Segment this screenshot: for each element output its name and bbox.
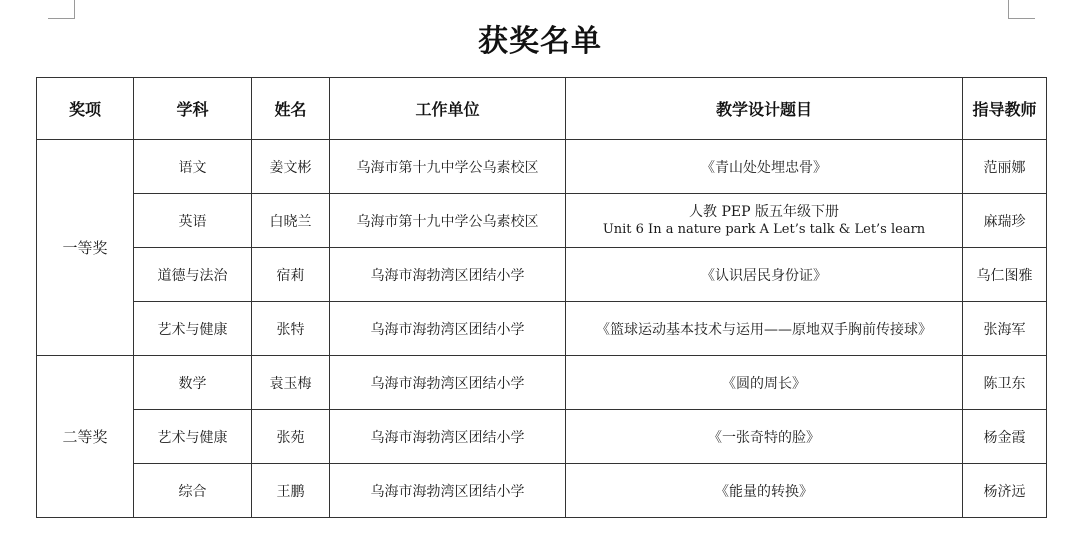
mentor-cell: 张海军 (963, 302, 1047, 356)
topic-cell: 《圆的周长》 (566, 356, 963, 410)
header-mentor: 指导教师 (963, 78, 1047, 140)
header-unit: 工作单位 (330, 78, 566, 140)
topic-cell: 《篮球运动基本技术与运用——原地双手胸前传接球》 (566, 302, 963, 356)
topic-line-1: 人教 PEP 版五年级下册 (689, 203, 839, 220)
name-cell: 王鹏 (252, 464, 330, 518)
table-header-row (37, 78, 1047, 140)
unit-cell: 乌海市第十九中学公乌素校区 (330, 140, 566, 194)
mentor-cell: 乌仁图雅 (963, 248, 1047, 302)
subject-cell: 道德与法治 (134, 248, 252, 302)
subject-cell: 英语 (134, 194, 252, 248)
mentor-cell: 杨金霞 (963, 410, 1047, 464)
subject-cell: 数学 (134, 356, 252, 410)
unit-cell: 乌海市海勃湾区团结小学 (330, 410, 566, 464)
name-cell: 袁玉梅 (252, 356, 330, 410)
topic-cell: 《青山处处埋忠骨》 (566, 140, 963, 194)
table-row (37, 410, 1047, 464)
header-topic: 教学设计题目 (566, 78, 963, 140)
table-row (37, 194, 1047, 248)
name-cell: 宿莉 (252, 248, 330, 302)
name-cell: 姜文彬 (252, 140, 330, 194)
mentor-cell: 陈卫东 (963, 356, 1047, 410)
mentor-cell: 杨济远 (963, 464, 1047, 518)
unit-cell: 乌海市海勃湾区团结小学 (330, 302, 566, 356)
unit-cell: 乌海市海勃湾区团结小学 (330, 248, 566, 302)
subject-cell: 语文 (134, 140, 252, 194)
name-cell: 张特 (252, 302, 330, 356)
name-cell: 白晓兰 (252, 194, 330, 248)
mentor-cell: 范丽娜 (963, 140, 1047, 194)
mentor-cell: 麻瑞珍 (963, 194, 1047, 248)
table-row (37, 248, 1047, 302)
table-row (37, 464, 1047, 518)
unit-cell: 乌海市第十九中学公乌素校区 (330, 194, 566, 248)
page-title: 获奖名单 (478, 24, 602, 59)
subject-cell: 综合 (134, 464, 252, 518)
award-cell-second: 二等奖 (37, 356, 134, 518)
unit-cell: 乌海市海勃湾区团结小学 (330, 464, 566, 518)
topic-cell: 《认识居民身份证》 (566, 248, 963, 302)
topic-cell: 《能量的转换》 (566, 464, 963, 518)
header-subject: 学科 (134, 78, 252, 140)
topic-line-2: Unit 6 In a nature park A Let’s talk & Let’s learn (602, 221, 926, 237)
award-table (36, 77, 1047, 518)
header-award: 奖项 (37, 78, 134, 140)
subject-cell: 艺术与健康 (134, 410, 252, 464)
header-name: 姓名 (252, 78, 330, 140)
name-cell: 张苑 (252, 410, 330, 464)
topic-cell (566, 194, 963, 248)
table-row (37, 356, 1047, 410)
subject-cell: 艺术与健康 (134, 302, 252, 356)
table-row (37, 140, 1047, 194)
table-row (37, 302, 1047, 356)
topic-cell: 《一张奇特的脸》 (566, 410, 963, 464)
award-cell-first: 一等奖 (37, 140, 134, 356)
unit-cell: 乌海市海勃湾区团结小学 (330, 356, 566, 410)
